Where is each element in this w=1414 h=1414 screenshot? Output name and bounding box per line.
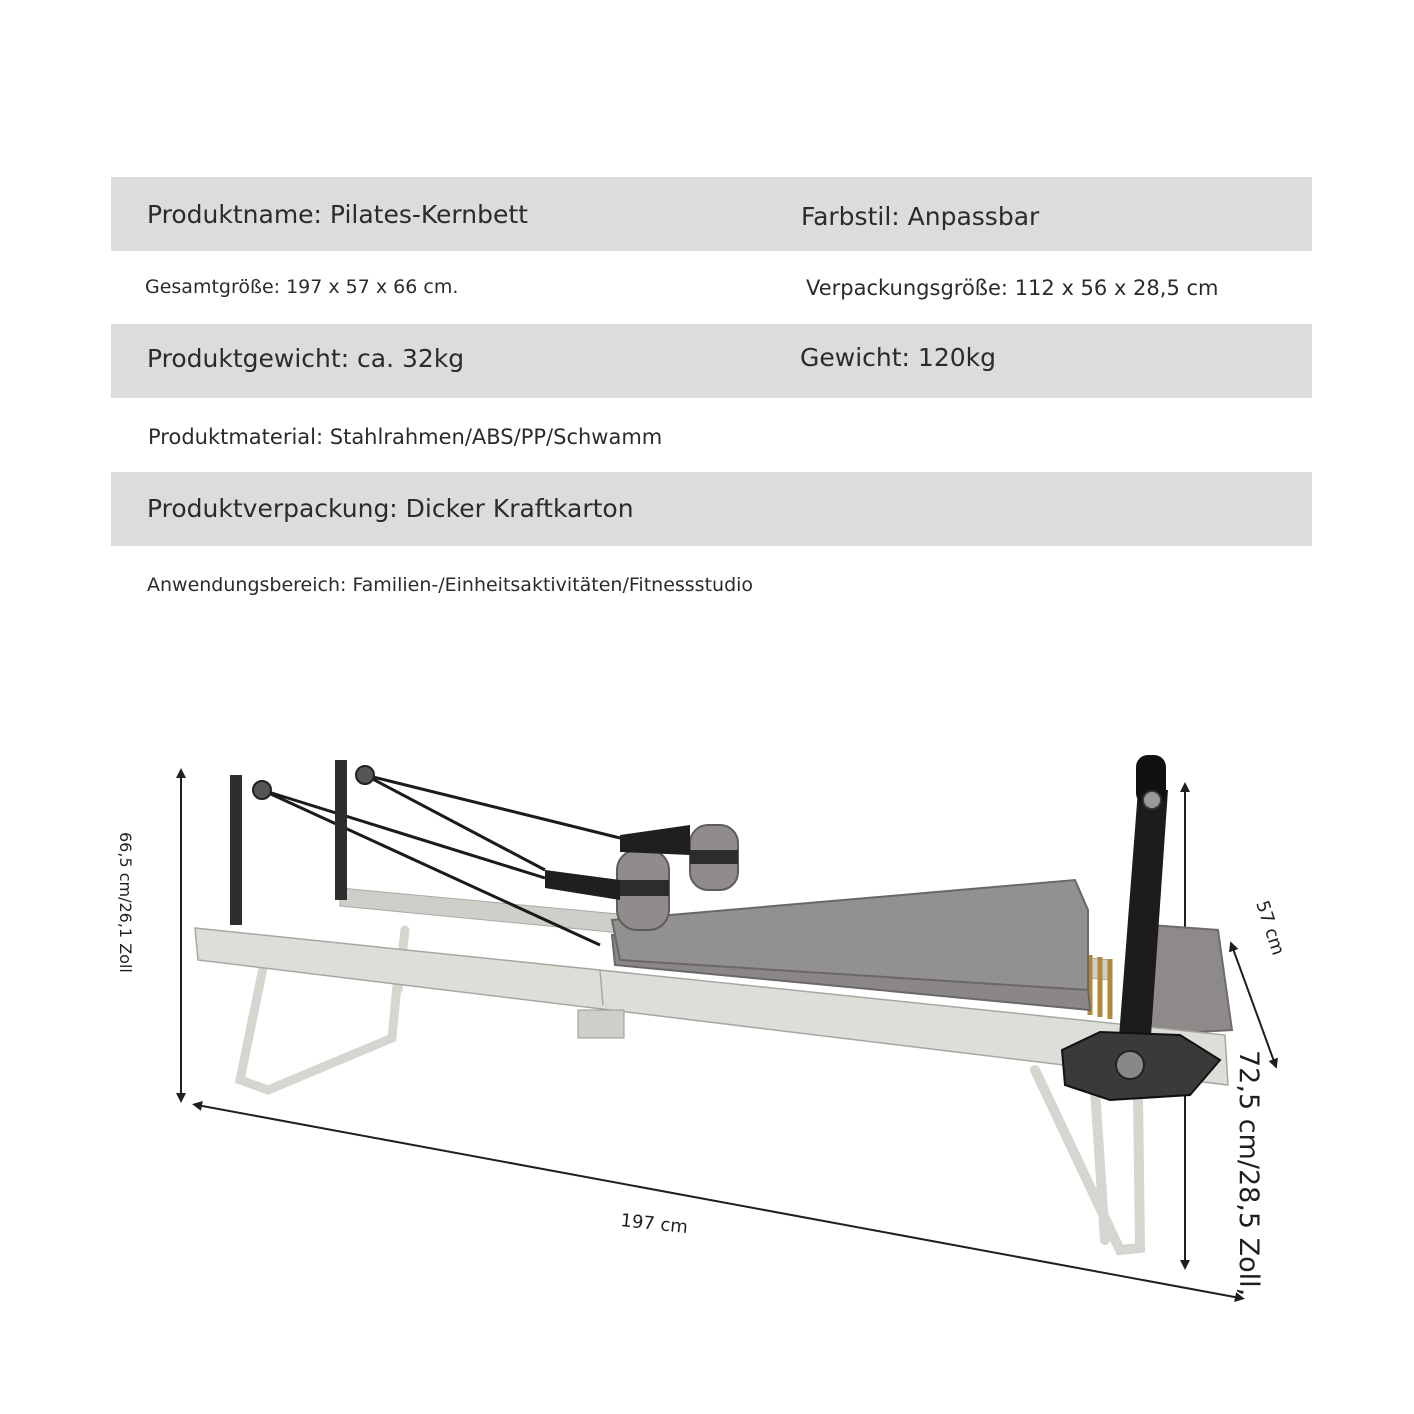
weight: Gewicht: 120kg [800, 343, 996, 372]
product-material: Produktmaterial: Stahlrahmen/ABS/PP/Schwamm [148, 425, 663, 449]
length-dimension-line [197, 1105, 1240, 1298]
width-label: 57 cm [1251, 898, 1289, 958]
product-packaging: Produktverpackung: Dicker Kraftkarton [147, 494, 634, 523]
color-style: Farbstil: Anpassbar [801, 202, 1040, 231]
carriage-top [612, 880, 1088, 990]
overall-size: Gesamtgröße: 197 x 57 x 66 cm. [145, 276, 459, 298]
width-dimension-line [1232, 946, 1275, 1064]
rail-bracket [578, 1010, 624, 1038]
package-size: Verpackungsgröße: 112 x 56 x 28,5 cm [806, 276, 1219, 300]
length-label: 197 cm [619, 1210, 689, 1239]
application-area: Anwendungsbereich: Familien-/Einheitsaktivitäten/Fitnessstudio [147, 574, 754, 596]
product-name: Produktname: Pilates-Kernbett [147, 200, 528, 229]
side-height-label: 72,5 cm/28,5 Zoll, [1233, 1050, 1264, 1297]
height-label: 66,5 cm/26,1 Zoll [116, 832, 135, 973]
product-weight: Produktgewicht: ca. 32kg [147, 344, 465, 373]
